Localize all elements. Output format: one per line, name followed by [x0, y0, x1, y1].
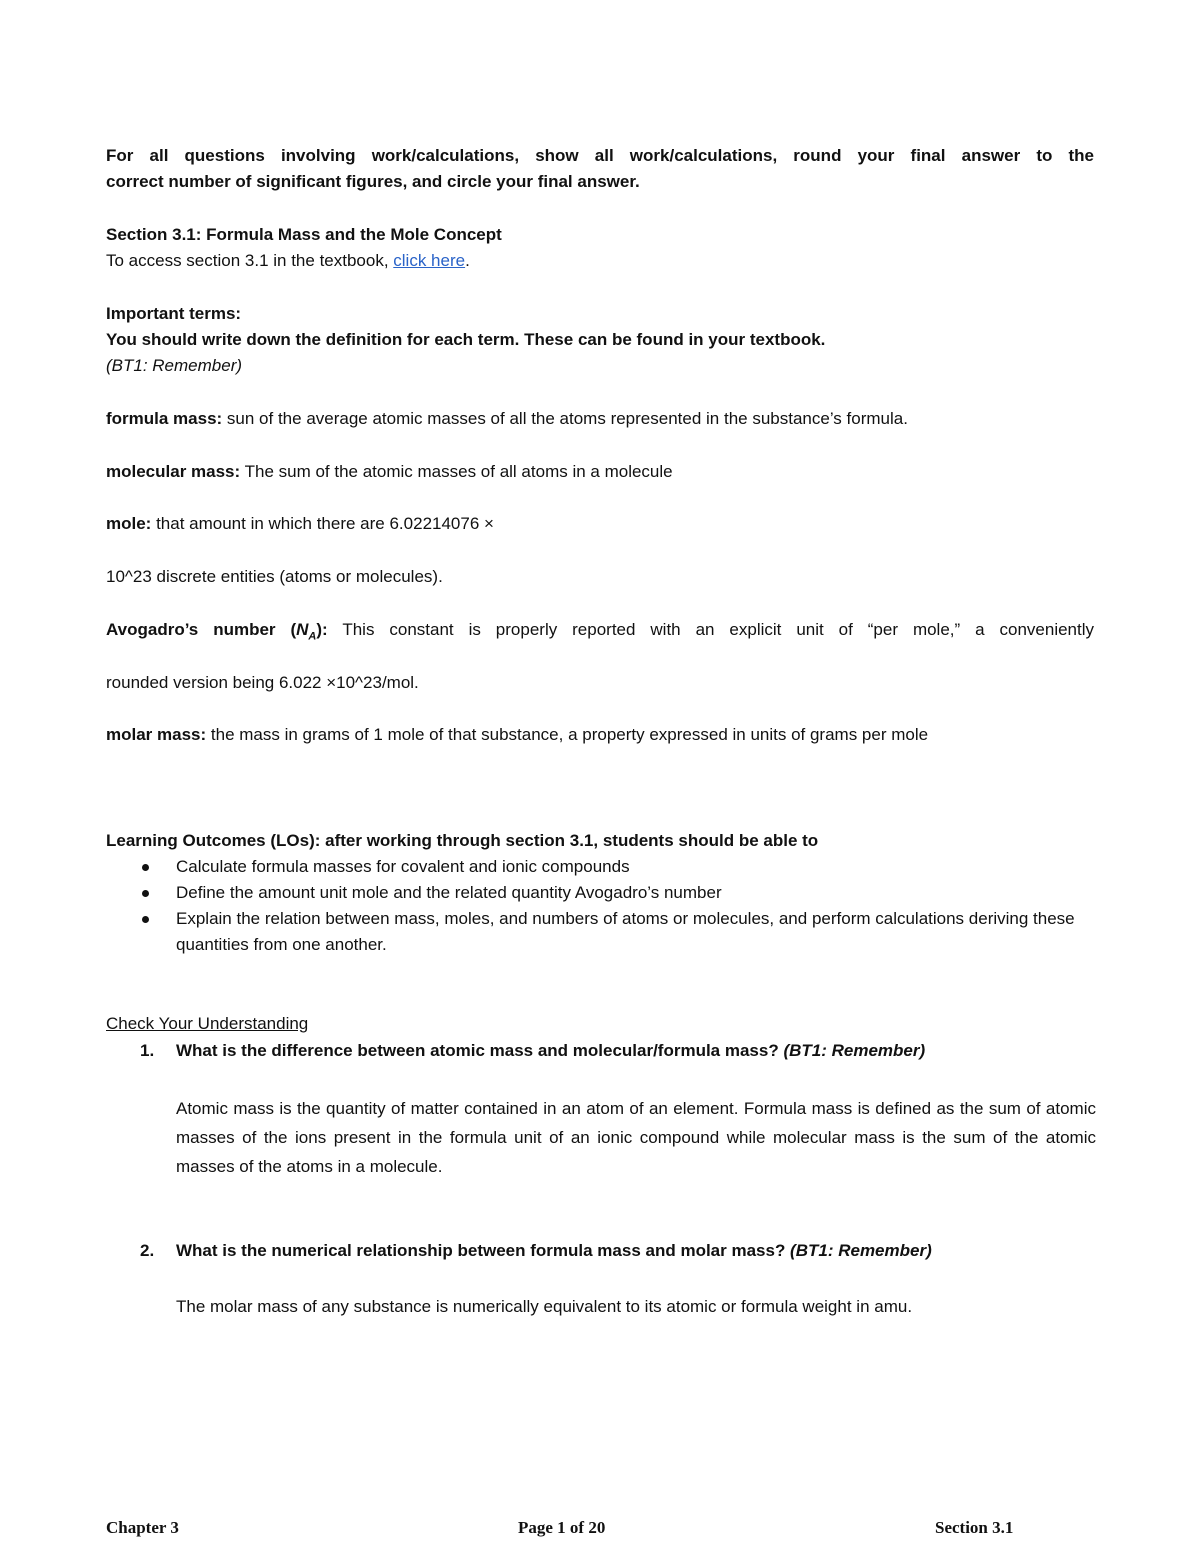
term-label: molecular mass:: [106, 462, 241, 481]
question-2: [140, 1238, 932, 1264]
term-avogadro: [106, 617, 1094, 649]
term-definition: the mass in grams of 1 mole of that substance, a property expressed in units of grams per mole: [206, 725, 929, 744]
click-here-link[interactable]: click here: [393, 251, 466, 270]
question-text: What is the numerical relationship between formula mass and molar mass?: [176, 1241, 786, 1260]
term-molar-mass: [106, 722, 928, 748]
section-access-text: To access section 3.1 in the textbook,: [106, 251, 394, 270]
list-item: Define the amount unit mole and the related quantity Avogadro’s number: [134, 880, 1096, 906]
footer-chapter: Chapter 3: [106, 1518, 179, 1537]
section-title: Section 3.1: Formula Mass and the Mole Concept: [106, 225, 502, 244]
answer-1: Atomic mass is the quantity of matter contained in an atom of an element. Formula mass is defined as the sum of atomic masses of the ions present in the formula unit of an ionic compound while molecular mass is the sum of the atomic masses of the atoms in a molecule.: [176, 1099, 1096, 1176]
term-label: molar mass:: [106, 725, 207, 744]
term-avogadro-continued: rounded version being 6.022 ×10^23/mol.: [106, 673, 419, 692]
term-definition: The sum of the atomic masses of all atoms in a molecule: [240, 462, 673, 481]
term-definition: sun of the average atomic masses of all the atoms represented in the substance’s formula.: [222, 409, 908, 428]
question-bloom: (BT1: Remember): [785, 1241, 932, 1260]
answer-2: The molar mass of any substance is numerically equivalent to its atomic or formula weight in amu.: [176, 1297, 913, 1316]
term-formula-mass: [106, 406, 908, 432]
terms-heading: Important terms:: [106, 304, 242, 323]
term-label: mole:: [106, 514, 152, 533]
question-bloom: (BT1: Remember): [778, 1041, 926, 1060]
term-definition: This constant is properly reported with an explicit unit of “per mole,” a conveniently: [327, 620, 1095, 639]
intro-line-1: For all questions involving work/calculations, show all work/calculations, round your final answer to the: [106, 146, 1094, 165]
term-mole-continued: 10^23 discrete entities (atoms or molecules).: [106, 567, 443, 586]
footer-section: Section 3.1: [935, 1518, 1014, 1537]
question-1: [140, 1038, 925, 1064]
question-number: 2.: [140, 1241, 155, 1260]
term-label: formula mass:: [106, 409, 223, 428]
bullet-icon: [142, 890, 149, 897]
outcomes-heading: Learning Outcomes (LOs): after working through section 3.1, students should be able to: [106, 831, 819, 850]
term-definition: that amount in which there are 6.02214076 ×: [151, 514, 494, 533]
outcomes-list: [134, 854, 1096, 958]
list-item: Explain the relation between mass, moles, and numbers of atoms or molecules, and perform calculations deriving these quantities from one another.: [134, 906, 1096, 958]
terms-instruction: You should write down the definition for each term. These can be found in your textbook.: [106, 330, 826, 349]
intro-line-2: correct number of significant figures, and circle your final answer.: [106, 172, 640, 191]
term-mole: [106, 511, 494, 537]
footer-page-number: Page 1 of 20: [518, 1518, 606, 1537]
question-text: What is the difference between atomic mass and molecular/formula mass?: [176, 1041, 779, 1060]
section-access-line: [106, 248, 470, 274]
check-heading: Check Your Understanding: [106, 1014, 309, 1033]
term-label: Avogadro’s number $(N_A)$:: [106, 620, 328, 643]
term-molecular-mass: [106, 459, 673, 485]
section-access-end: .: [465, 251, 470, 270]
terms-bloom-level: (BT1: Remember): [106, 356, 243, 375]
list-item: Calculate formula masses for covalent and ionic compounds: [134, 854, 1096, 880]
question-number: 1.: [140, 1041, 155, 1060]
bullet-icon: [142, 864, 149, 871]
bullet-icon: [142, 916, 149, 923]
